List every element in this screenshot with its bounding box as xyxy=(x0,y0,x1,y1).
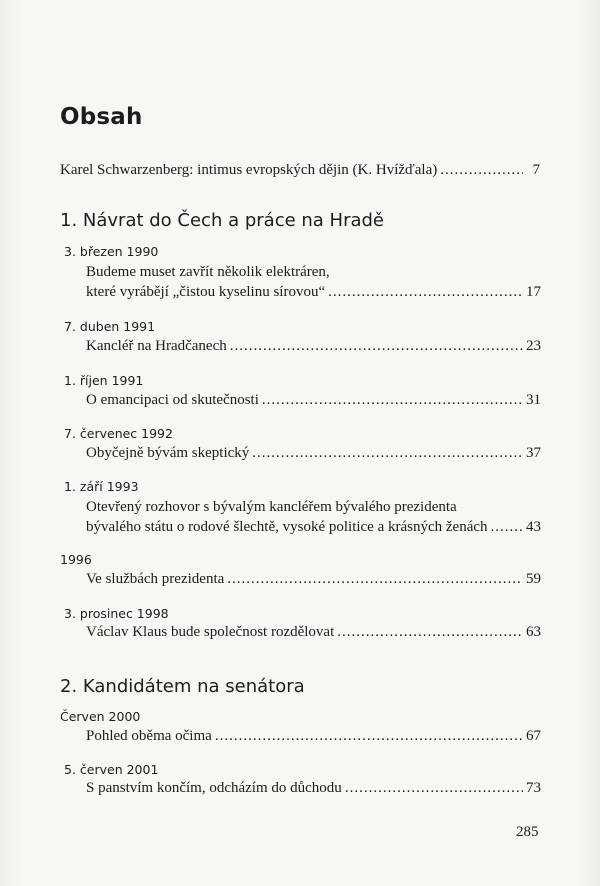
toc-page-number: 17 xyxy=(526,284,541,300)
toc-entry-title: Obyčejně bývám skeptický xyxy=(86,445,250,461)
entry-title-line: Otevřený rozhovor s bývalým kancléřem bývalého prezidenta xyxy=(86,499,457,515)
toc-entry[interactable] xyxy=(86,392,541,409)
entry-title-line: Budeme muset zavřít několik elektráren, xyxy=(86,264,330,280)
toc-entry[interactable] xyxy=(86,780,541,797)
toc-page-number: 67 xyxy=(526,728,541,744)
toc-page-number: 63 xyxy=(526,624,541,640)
toc-entry-title: Ve službách prezidenta xyxy=(86,571,225,587)
page-number: 285 xyxy=(516,824,539,840)
dot-leader xyxy=(440,162,523,179)
dot-leader xyxy=(345,780,523,797)
toc-page-number: 23 xyxy=(526,338,541,354)
toc-entry[interactable] xyxy=(86,571,541,588)
dot-leader xyxy=(262,392,523,409)
entry-date: 1. říjen 1991 xyxy=(64,373,144,388)
toc-intro-entry[interactable] xyxy=(60,162,540,179)
entry-date: 1. září 1993 xyxy=(64,479,139,494)
dot-leader xyxy=(337,624,523,641)
page-title: Obsah xyxy=(60,104,143,130)
entry-date: 3. prosinec 1998 xyxy=(64,606,169,621)
entry-date: 5. červen 2001 xyxy=(64,762,159,777)
toc-entry-title: které vyrábějí „čistou kyselinu sírovou“ xyxy=(86,284,326,300)
entry-date: 7. červenec 1992 xyxy=(64,426,173,441)
section-heading: 1. Návrat do Čech a práce na Hradě xyxy=(60,210,385,231)
toc-entry-title: Kancléř na Hradčanech xyxy=(86,338,227,354)
toc-page-number: 31 xyxy=(526,392,541,408)
dot-leader xyxy=(215,728,523,745)
toc-entry-title: Pohled oběma očima xyxy=(86,728,212,744)
dot-leader xyxy=(227,571,523,588)
toc-entry-title: Václav Klaus bude společnost rozdělovat xyxy=(86,624,335,640)
toc-page-number: 37 xyxy=(526,445,541,461)
toc-entry[interactable] xyxy=(86,519,541,536)
toc-entry-title: O emancipaci od skutečnosti xyxy=(86,392,259,408)
dot-leader xyxy=(252,445,523,462)
section-heading: 2. Kandidátem na senátora xyxy=(60,676,305,697)
entry-date: Červen 2000 xyxy=(60,709,141,724)
toc-entry[interactable] xyxy=(86,624,541,641)
toc-entry[interactable] xyxy=(86,284,541,301)
toc-entry[interactable] xyxy=(86,445,541,462)
toc-page-number: 43 xyxy=(526,519,541,535)
entry-date: 3. březen 1990 xyxy=(64,244,159,259)
toc-page-number: 59 xyxy=(526,571,541,587)
dot-leader xyxy=(328,284,523,301)
entry-date: 7. duben 1991 xyxy=(64,319,156,334)
toc-entry[interactable] xyxy=(86,338,541,355)
toc-page-number: 7 xyxy=(532,162,540,178)
toc-entry[interactable] xyxy=(86,728,541,745)
entry-date: 1996 xyxy=(60,552,92,567)
dot-leader xyxy=(230,338,523,355)
dot-leader xyxy=(491,519,523,536)
toc-entry-title: S panstvím končím, odcházím do důchodu xyxy=(86,780,342,796)
toc-entry-title: Karel Schwarzenberg: intimus evropských dějin (K. Hvížďala) xyxy=(60,162,438,178)
toc-page-number: 73 xyxy=(526,780,541,796)
toc-entry-title: bývalého státu o rodové šlechtě, vysoké politice a krásných ženách xyxy=(86,519,488,535)
